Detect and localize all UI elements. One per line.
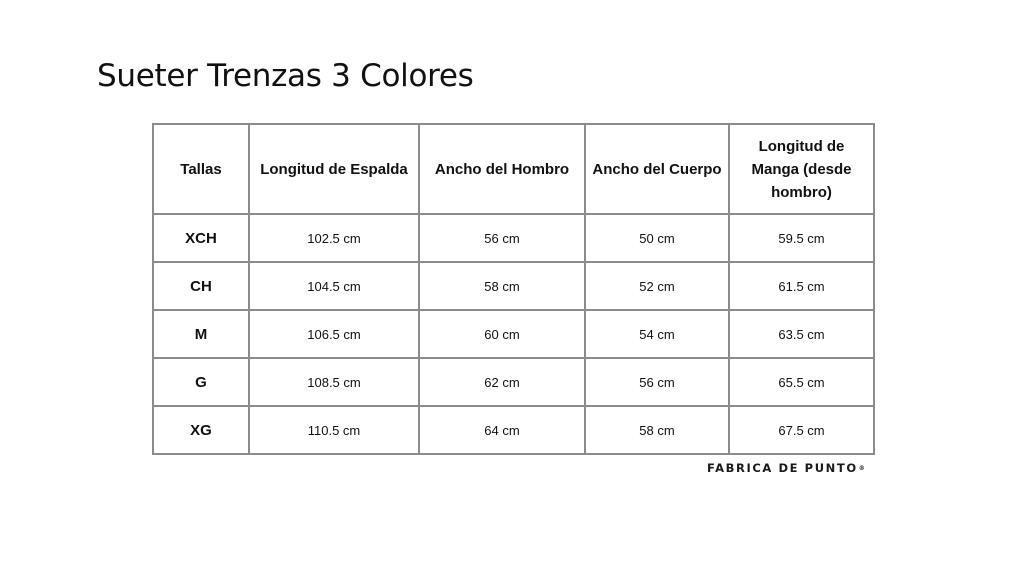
table-cell: 106.5 cm xyxy=(249,310,419,358)
size-label-cell: G xyxy=(153,358,249,406)
brand-logo xyxy=(707,461,865,475)
table-cell: 65.5 cm xyxy=(729,358,874,406)
table-cell: 60 cm xyxy=(419,310,585,358)
table-cell: 62 cm xyxy=(419,358,585,406)
table-cell: 64 cm xyxy=(419,406,585,454)
header-cell-longitud-manga: Longitud de Manga (desde hombro) xyxy=(729,124,874,214)
table-row xyxy=(153,214,874,262)
table-row xyxy=(153,262,874,310)
table-cell: 61.5 cm xyxy=(729,262,874,310)
size-label-cell: XG xyxy=(153,406,249,454)
table-header-row xyxy=(153,124,874,214)
header-cell-tallas: Tallas xyxy=(153,124,249,214)
table-cell: 104.5 cm xyxy=(249,262,419,310)
size-label-cell: XCH xyxy=(153,214,249,262)
table-cell: 58 cm xyxy=(585,406,729,454)
header-cell-longitud-espalda: Longitud de Espalda xyxy=(249,124,419,214)
table-cell: 58 cm xyxy=(419,262,585,310)
brand-name: FABRICA DE PUNTO xyxy=(707,461,858,475)
page-title: Sueter Trenzas 3 Colores xyxy=(97,58,474,94)
table-row xyxy=(153,358,874,406)
size-chart-table xyxy=(152,123,875,455)
table-cell: 59.5 cm xyxy=(729,214,874,262)
table-cell: 56 cm xyxy=(419,214,585,262)
header-cell-ancho-cuerpo: Ancho del Cuerpo xyxy=(585,124,729,214)
table-cell: 67.5 cm xyxy=(729,406,874,454)
table-cell: 56 cm xyxy=(585,358,729,406)
header-cell-ancho-hombro: Ancho del Hombro xyxy=(419,124,585,214)
table-cell: 110.5 cm xyxy=(249,406,419,454)
table-cell: 102.5 cm xyxy=(249,214,419,262)
table-cell: 63.5 cm xyxy=(729,310,874,358)
table-cell: 50 cm xyxy=(585,214,729,262)
table-cell: 108.5 cm xyxy=(249,358,419,406)
registered-mark: ® xyxy=(858,465,865,472)
table-cell: 54 cm xyxy=(585,310,729,358)
table-row xyxy=(153,310,874,358)
size-label-cell: M xyxy=(153,310,249,358)
size-label-cell: CH xyxy=(153,262,249,310)
table-cell: 52 cm xyxy=(585,262,729,310)
table-row xyxy=(153,406,874,454)
